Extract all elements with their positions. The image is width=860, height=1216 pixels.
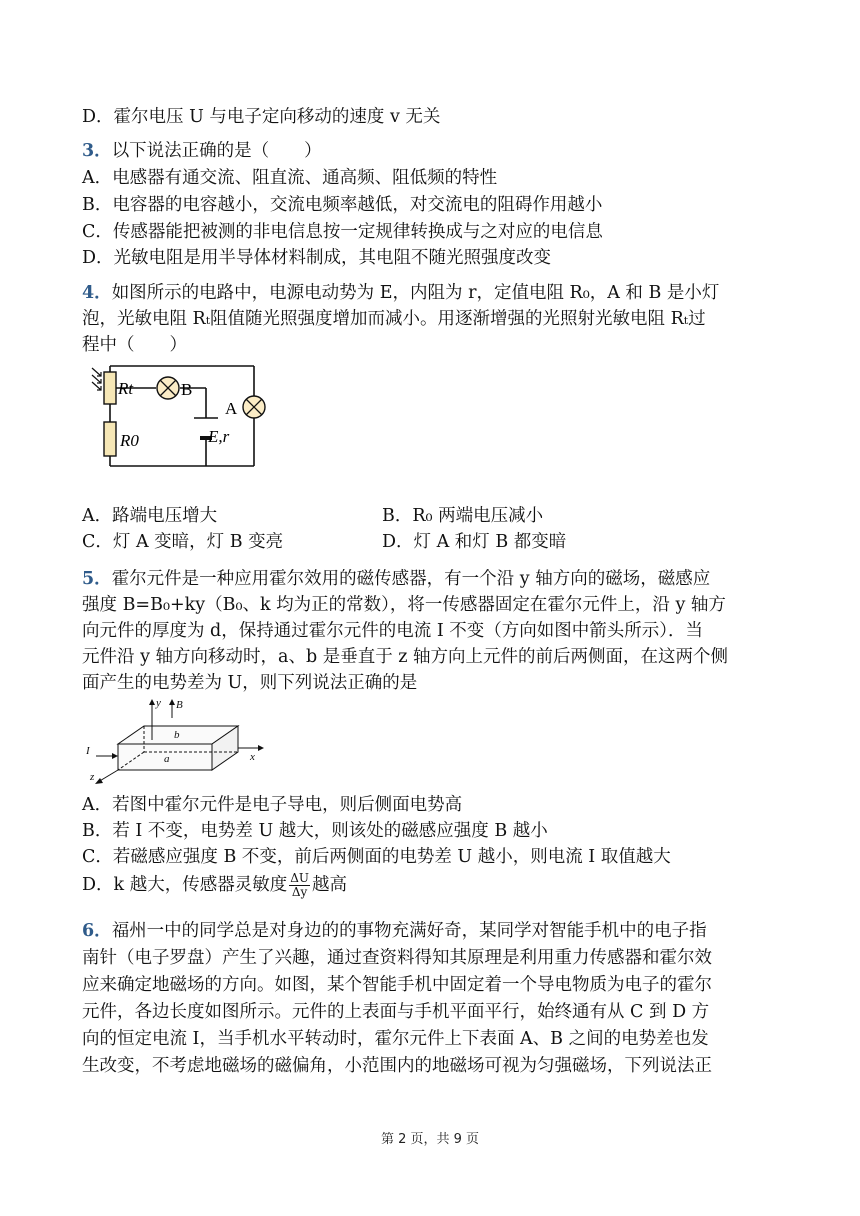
hall-element-diagram bbox=[82, 696, 272, 790]
q5-stem-line3: 向元件的厚度为 d，保持通过霍尔元件的电流 I 不变（方向如图中箭头所示）．当 bbox=[82, 621, 704, 641]
circuit-diagram bbox=[88, 360, 268, 472]
q3-stem bbox=[82, 138, 322, 164]
hall-current-label: I bbox=[86, 745, 90, 757]
q5-option-d bbox=[82, 872, 347, 899]
q6-stem-line2: 南针（电子罗盘）产生了兴趣，通过查资料得知其原理是利用重力传感器和霍尔效 bbox=[82, 948, 712, 968]
q4-option-a: A．路端电压增大 bbox=[82, 506, 218, 526]
q5-stem-line4: 元件沿 y 轴方向移动时，a、b 是垂直于 z 轴方向上元件的前后两侧面，在这两个侧 bbox=[82, 647, 729, 667]
q4-number: 4． bbox=[82, 283, 112, 303]
page-footer: 第 2 页，共 9 页 bbox=[380, 1132, 480, 1147]
rt-label: Rt bbox=[118, 379, 134, 398]
rt-resistor bbox=[104, 372, 116, 404]
q3-option-c: C．传感器能把被测的非电信息按一定规律转换成与之对应的电信息 bbox=[82, 222, 603, 242]
hall-face-a-label: a bbox=[164, 753, 170, 765]
q6-number: 6． bbox=[82, 921, 112, 941]
q4-option-d: D．灯 A 和灯 B 都变暗 bbox=[382, 532, 567, 552]
q6-stem-line6: 生改变，不考虑地磁场的磁偏角，小范围内的地磁场可视为匀强磁场，下列说法正 bbox=[82, 1056, 712, 1076]
q4-stem-line1 bbox=[82, 280, 719, 306]
q4-option-b: B．R₀ 两端电压减小 bbox=[382, 506, 544, 526]
q3-number: 3． bbox=[82, 141, 112, 161]
fraction-denominator: Δy bbox=[291, 885, 308, 899]
q5-option-b: B．若 I 不变，电势差 U 越大，则该处的磁感应强度 B 越小 bbox=[82, 821, 548, 841]
q6-stem-text: 福州一中的同学总是对身边的的事物充满好奇，某同学对智能手机中的电子指 bbox=[111, 921, 707, 941]
q4-stem-line3: 程中（ ） bbox=[82, 335, 187, 355]
hall-z-label: z bbox=[90, 771, 95, 783]
q5-stem-line2: 强度 B=B₀+ky（B₀、k 均为正的常数），将一传感器固定在霍尔元件上，沿 y 轴方 bbox=[82, 595, 726, 615]
q4-stem-line2: 泡，光敏电阻 Rₜ阻值随光照强度增加而减小。用逐渐增强的光照射光敏电阻 Rₜ过 bbox=[82, 309, 706, 329]
hall-b-field-label: B bbox=[176, 699, 183, 711]
q6-stem-line4: 元件，各边长度如图所示。元件的上表面与手机平面平行，始终通有从 C 到 D 方 bbox=[82, 1002, 710, 1022]
q5-stem-line1 bbox=[82, 566, 710, 592]
r0-resistor bbox=[104, 422, 116, 456]
lamp-b-label: B bbox=[181, 380, 193, 399]
hall-x-label: x bbox=[250, 751, 255, 763]
r0-label: R0 bbox=[120, 431, 139, 450]
battery-label: E,r bbox=[208, 427, 230, 446]
hall-y-label: y bbox=[156, 697, 161, 709]
sensitivity-fraction bbox=[289, 872, 310, 899]
q6-stem-line5: 向的恒定电流 I，当手机水平转动时，霍尔元件上下表面 A、B 之间的电势差也发 bbox=[82, 1029, 709, 1049]
hall-face-b-label: b bbox=[174, 729, 180, 741]
light-rays-icon bbox=[92, 368, 101, 390]
q4-stem-text: 如图所示的电路中，电源电动势为 E，内阻为 r，定值电阻 R₀，A 和 B 是小灯 bbox=[111, 283, 720, 303]
q4-option-c: C．灯 A 变暗，灯 B 变亮 bbox=[82, 532, 284, 552]
q5-option-c: C．若磁感应强度 B 不变，前后两侧面的电势差 U 越小，则电流 I 取值越大 bbox=[82, 847, 671, 867]
q5-option-d-prefix: D．k 越大，传感器灵敏度 bbox=[82, 875, 288, 895]
q5-stem-text: 霍尔元件是一种应用霍尔效用的磁传感器，有一个沿 y 轴方向的磁场，磁感应 bbox=[111, 569, 711, 589]
q6-stem-line3: 应来确定地磁场的方向。如图，某个智能手机中固定着一个导电物质为电子的霍尔 bbox=[82, 975, 712, 995]
q3-option-a: A．电感器有通交流、阻直流、通高频、阻低频的特性 bbox=[82, 168, 498, 188]
q5-number: 5． bbox=[82, 569, 112, 589]
lamp-a-label: A bbox=[225, 399, 238, 418]
q5-option-a: A．若图中霍尔元件是电子导电，则后侧面电势高 bbox=[82, 795, 463, 815]
q3-option-d: D．光敏电阻是用半导体材料制成，其电阻不随光照强度改变 bbox=[82, 248, 552, 268]
lamp-b-icon bbox=[157, 377, 179, 399]
q5-option-d-suffix: 越高 bbox=[311, 875, 347, 895]
fraction-numerator: ΔU bbox=[290, 871, 309, 885]
lamp-a-icon bbox=[243, 396, 265, 418]
q2-option-d: D．霍尔电压 U 与电子定向移动的速度 v 无关 bbox=[82, 107, 441, 127]
q3-stem-text: 以下说法正确的是（ ） bbox=[111, 141, 322, 161]
q6-stem-line1 bbox=[82, 918, 707, 944]
q3-option-b: B．电容器的电容越小，交流电频率越低，对交流电的阻碍作用越小 bbox=[82, 195, 603, 215]
q5-stem-line5: 面产生的电势差为 U，则下列说法正确的是 bbox=[82, 673, 418, 693]
